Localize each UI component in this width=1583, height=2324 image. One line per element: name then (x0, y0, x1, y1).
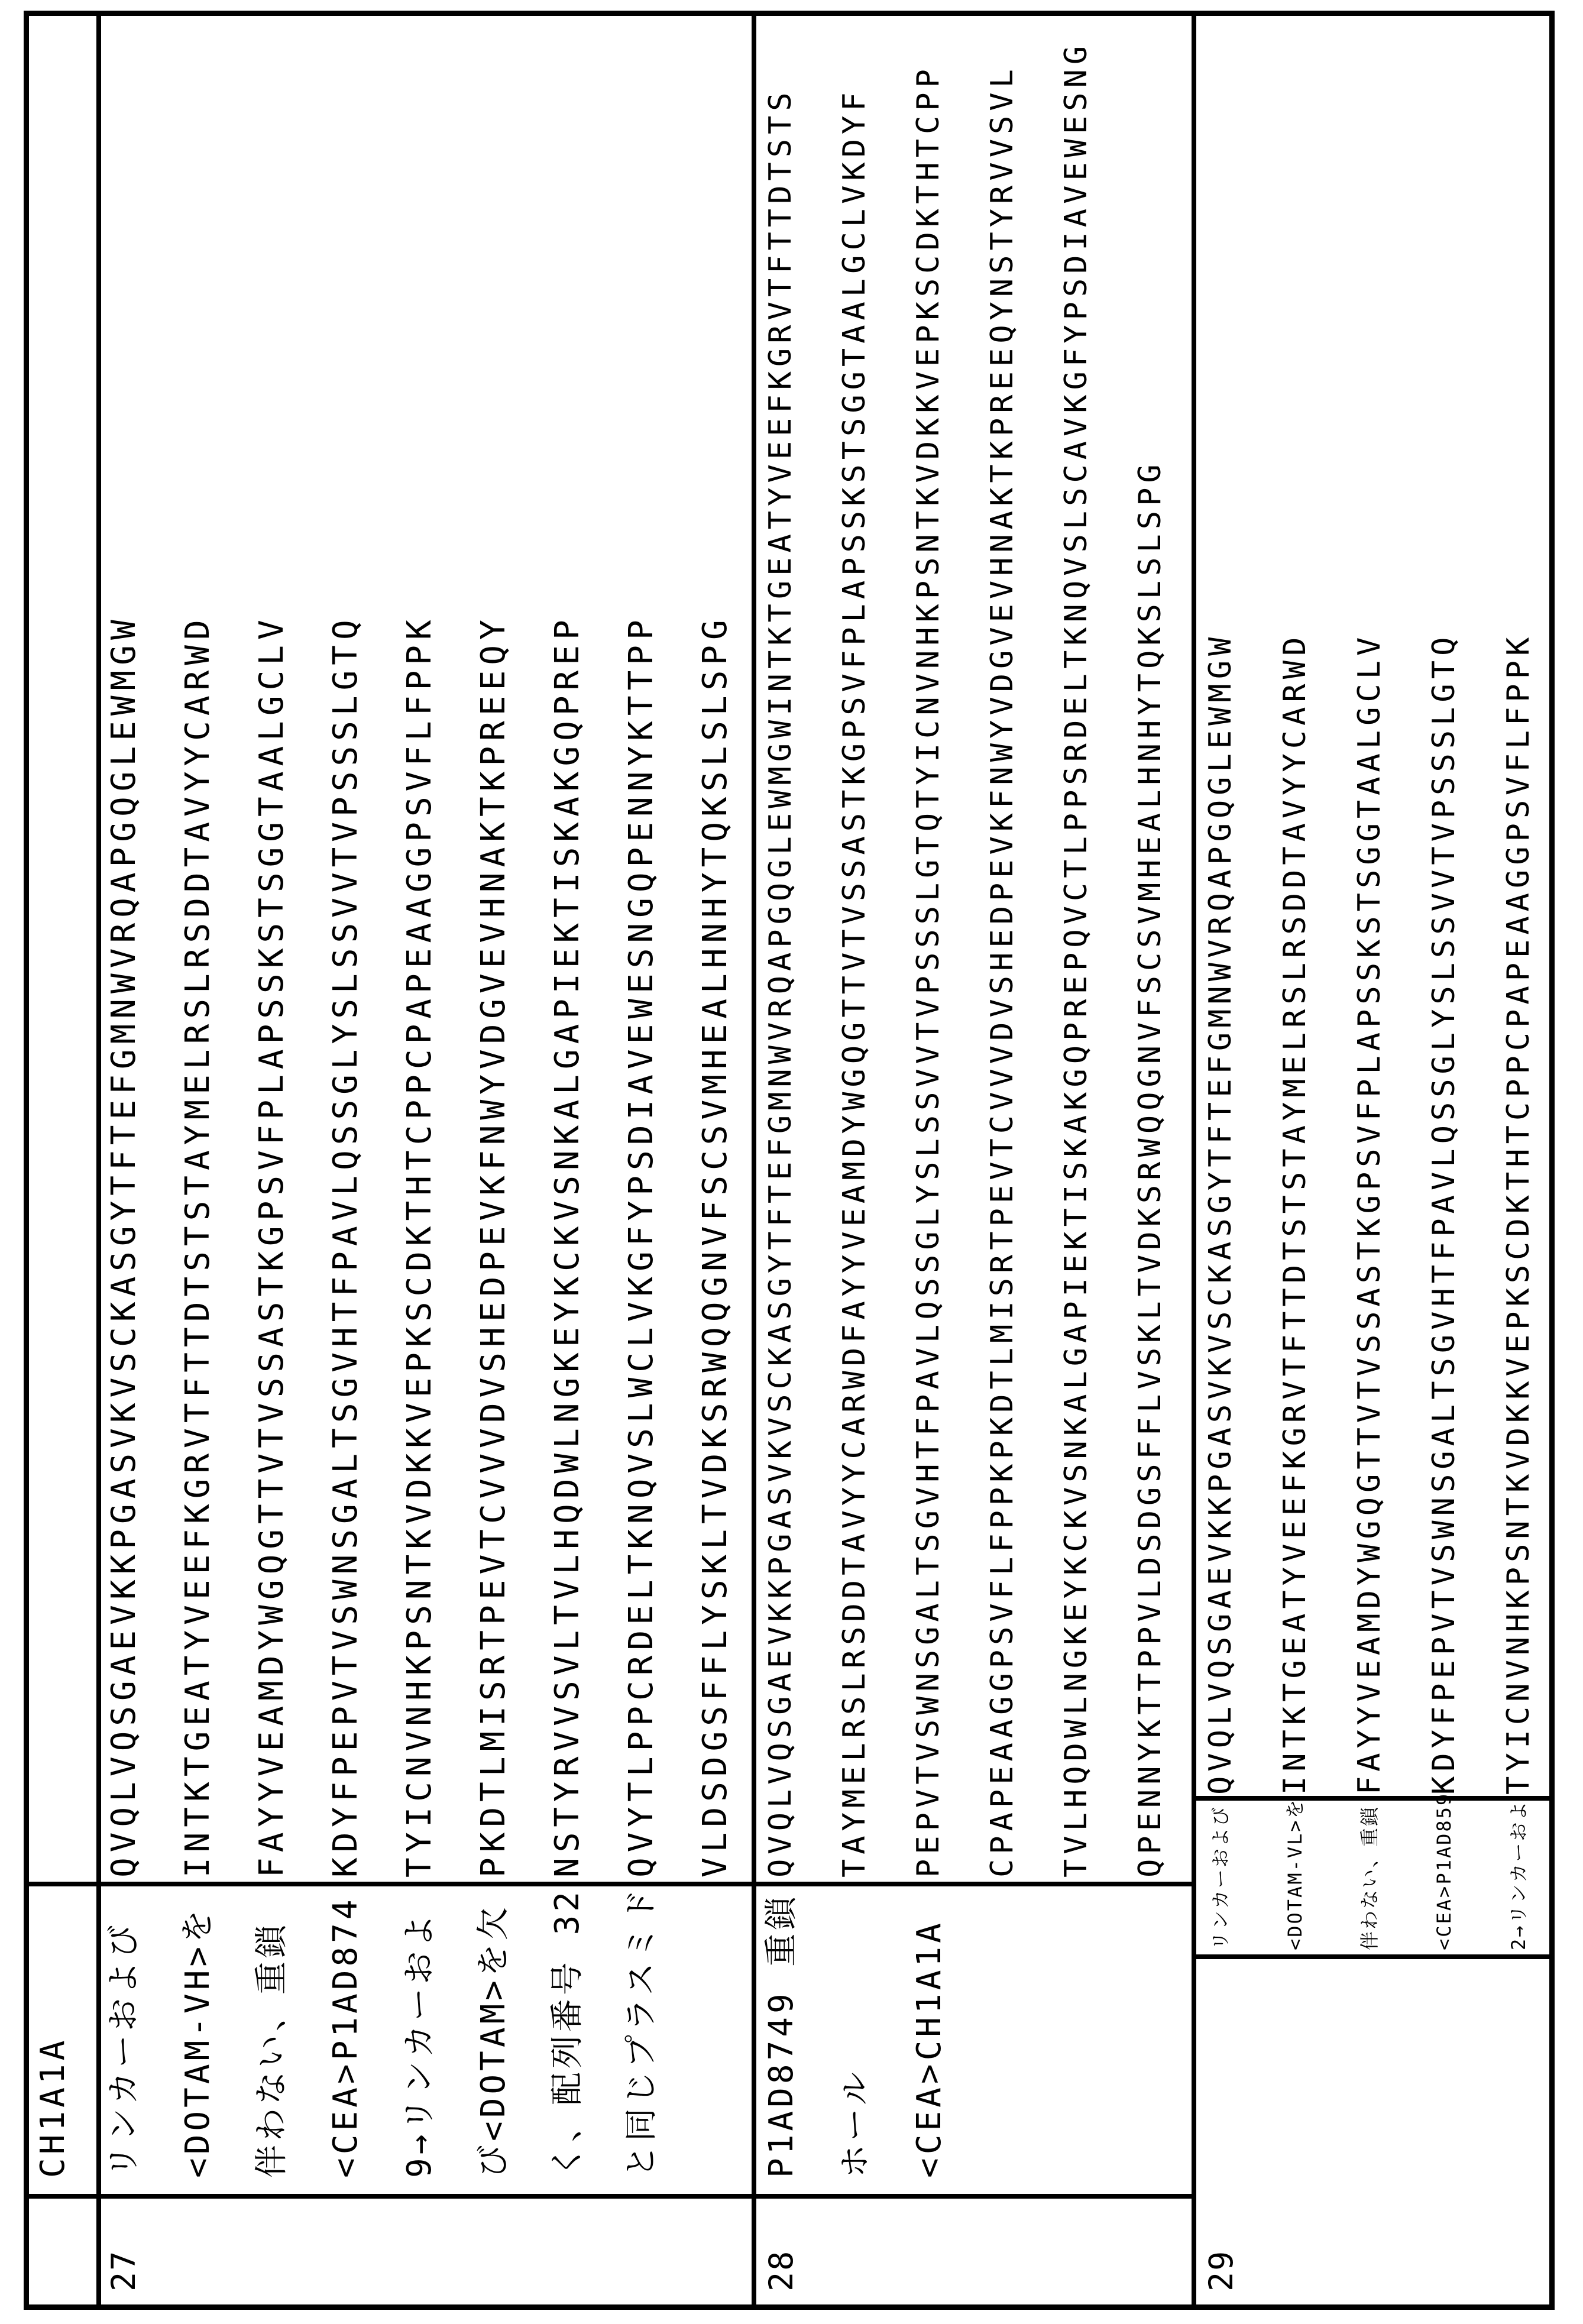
sequence-line: INTKTGEATYVEEFKGRVTFTTDTSTSTAYMELRSLRSDDTAVYYCARWD (1277, 632, 1313, 1795)
sequence-line: TYICNVNHKPSNTKVDKKVEPKSCDKTHTCPPCPAPEAAGGPSVFLFPPK (400, 614, 439, 1878)
sequence-line: INTKTGEATYVEEFKGRVTFTTDTSTSTAYMELRSLRSDDTAVYYCARWD (179, 614, 217, 1878)
description-line: 2→リンカーおよ (1507, 1799, 1530, 1950)
col-divider-desc-sequence-row29 (1192, 1796, 1554, 1801)
sequence-line: QVYTLPPCRDELTKNQVSLWCLVKGFYPSDIAVEWESNGQPENNYKTTPP (622, 614, 661, 1878)
sequence-line: QVQLVQSGAEVKKPGASVKVSCKASGYTFTEFGMNWVRQAPGQGLEWMGW (105, 614, 143, 1878)
description-line: く、配列番号 32 (548, 1888, 587, 2178)
table-border-bottom (1549, 11, 1555, 2310)
row-number: 29 (1202, 2249, 1240, 2291)
description-line: <CEA>CH1A1A (910, 1920, 948, 2178)
description-line: ホール (836, 2069, 875, 2178)
description-line: 伴わない、重鎖 (252, 1921, 291, 2178)
sequence-line: KDYFPEPVTVSWNSGALTSGVHTFPAVLQSSGLYSLSSVVTVPSSSLGTQ (326, 614, 365, 1878)
sequence-line: QVQLVQSGAEVKKPGASVKVSCKASGYTFTEFGMNWVRQAPGQGLEWMGWINTKTGEATYVEEFKGRVTFTTDTSTS (763, 88, 798, 1878)
sequence-line: TYICNVNHKPSNTKVDKKVEPKSCDKTHTCPPCPAPEAAGGPSVFLFPPK (1501, 632, 1536, 1795)
sequence-line: QPENNYKTTPPVLDSDGSFFLVSKLTVDKSRWQQGNVFSCSVMHEALHNHYTQKSLSLSPG (1132, 459, 1168, 1878)
table-border-top (24, 11, 29, 2310)
sequence-line: NSTYRVVSVLTVLHQDWLNGKEYKCKVSNKALGAPIEKTISKAKGQPREP (548, 614, 587, 1878)
sequence-line: KDYFPEPVTVSWNSGALTSGVHTFPAVLQSSGLYSLSSVVTVPSSSLGTQ (1426, 632, 1462, 1795)
row-divider-28-29 (1192, 11, 1196, 2310)
col-divider-number-desc (24, 2194, 1196, 2199)
header-description-label: CH1A1A (34, 2037, 72, 2178)
sequence-line: FAYYVEAMDYWGQGTTVTVSSASTKGPSVFPLAPSSKSTSGGTAALGCLV (252, 614, 291, 1878)
description-line: び<DOTAM>を欠 (474, 1903, 513, 2178)
sequence-line: PEPVTVSWNSGALTSGVHTFPAVLQSSGLYSLSSVVTVPSSSLGTQTYICNVNHKPSNTKVDKKVEPKSCDKTHTCPP (911, 64, 946, 1878)
description-line: <CEA>P1AD874 (326, 1896, 365, 2178)
table-border-left (24, 2304, 1555, 2310)
col-divider-desc-sequence (24, 1882, 1196, 1886)
description-line: リンカーおよび (105, 1921, 143, 2178)
row-divider-header-27 (96, 11, 101, 2310)
sequence-line: CPAPEAAGGPSVFLFPPKPKDTLMISRTPEVTCVVVDVSHEDPEVKFNWYVDGVEVHNAKTKPREEQYNSTYRVVSVL (985, 64, 1020, 1878)
description-line: <DOTAM-VH>を (179, 1906, 217, 2178)
description-line: と同じプラスミド (622, 1885, 661, 2178)
sequence-line: TAYMELRSLRSDDTAVYYCARWDFAYYVEAMDYWGQGTTVTVSSASTKGPSVFPLAPSSKSTSGGTAALGCLVKDYF (837, 88, 872, 1878)
sequence-line: PKDTLMISRTPEVTCVVVDVSHEDPEVKFNWYVDGVEVHNAKTKPREEQY (474, 614, 513, 1878)
description-line: リンカーおよび (1209, 1805, 1232, 1950)
table-border-right (24, 11, 1555, 16)
sequence-line: FAYYVEAMDYWGQGTTVTVSSASTKGPSVFPLAPSSKSTSGGTAALGCLV (1352, 632, 1387, 1795)
sequence-line: TVLHQDWLNGKEYKCKVSNKALGAPIEKTISKAKGQPREPQVCTLPPSRDELTKNQVSLSCAVKGFYPSDIAVEWESNG (1058, 41, 1094, 1878)
row-divider-27-28 (752, 11, 756, 2310)
col-divider-number-desc-row29 (1192, 1954, 1554, 1959)
row-number: 27 (105, 2249, 143, 2291)
description-line: 伴わない、重鎖 (1358, 1805, 1381, 1950)
description-line: <CEA>P1AD859 (1433, 1792, 1455, 1950)
row-number: 28 (762, 2249, 800, 2291)
sequence-line: VLDSDGSFFLYSKLTVDKSRWQQGNVFSCSVMHEALHNHYTQKSLSLSPG (696, 614, 734, 1878)
description-line: P1AD8749 重鎖 (762, 1893, 801, 2178)
description-line: <DOTAM-VL>を (1284, 1798, 1306, 1950)
sequence-line: QVQLVQSGAEVKKPGASVKVSCKASGYTFTEFGMNWVRQAPGQGLEWMGW (1203, 632, 1238, 1795)
description-line: 9→リンカーおよ (400, 1911, 439, 2178)
